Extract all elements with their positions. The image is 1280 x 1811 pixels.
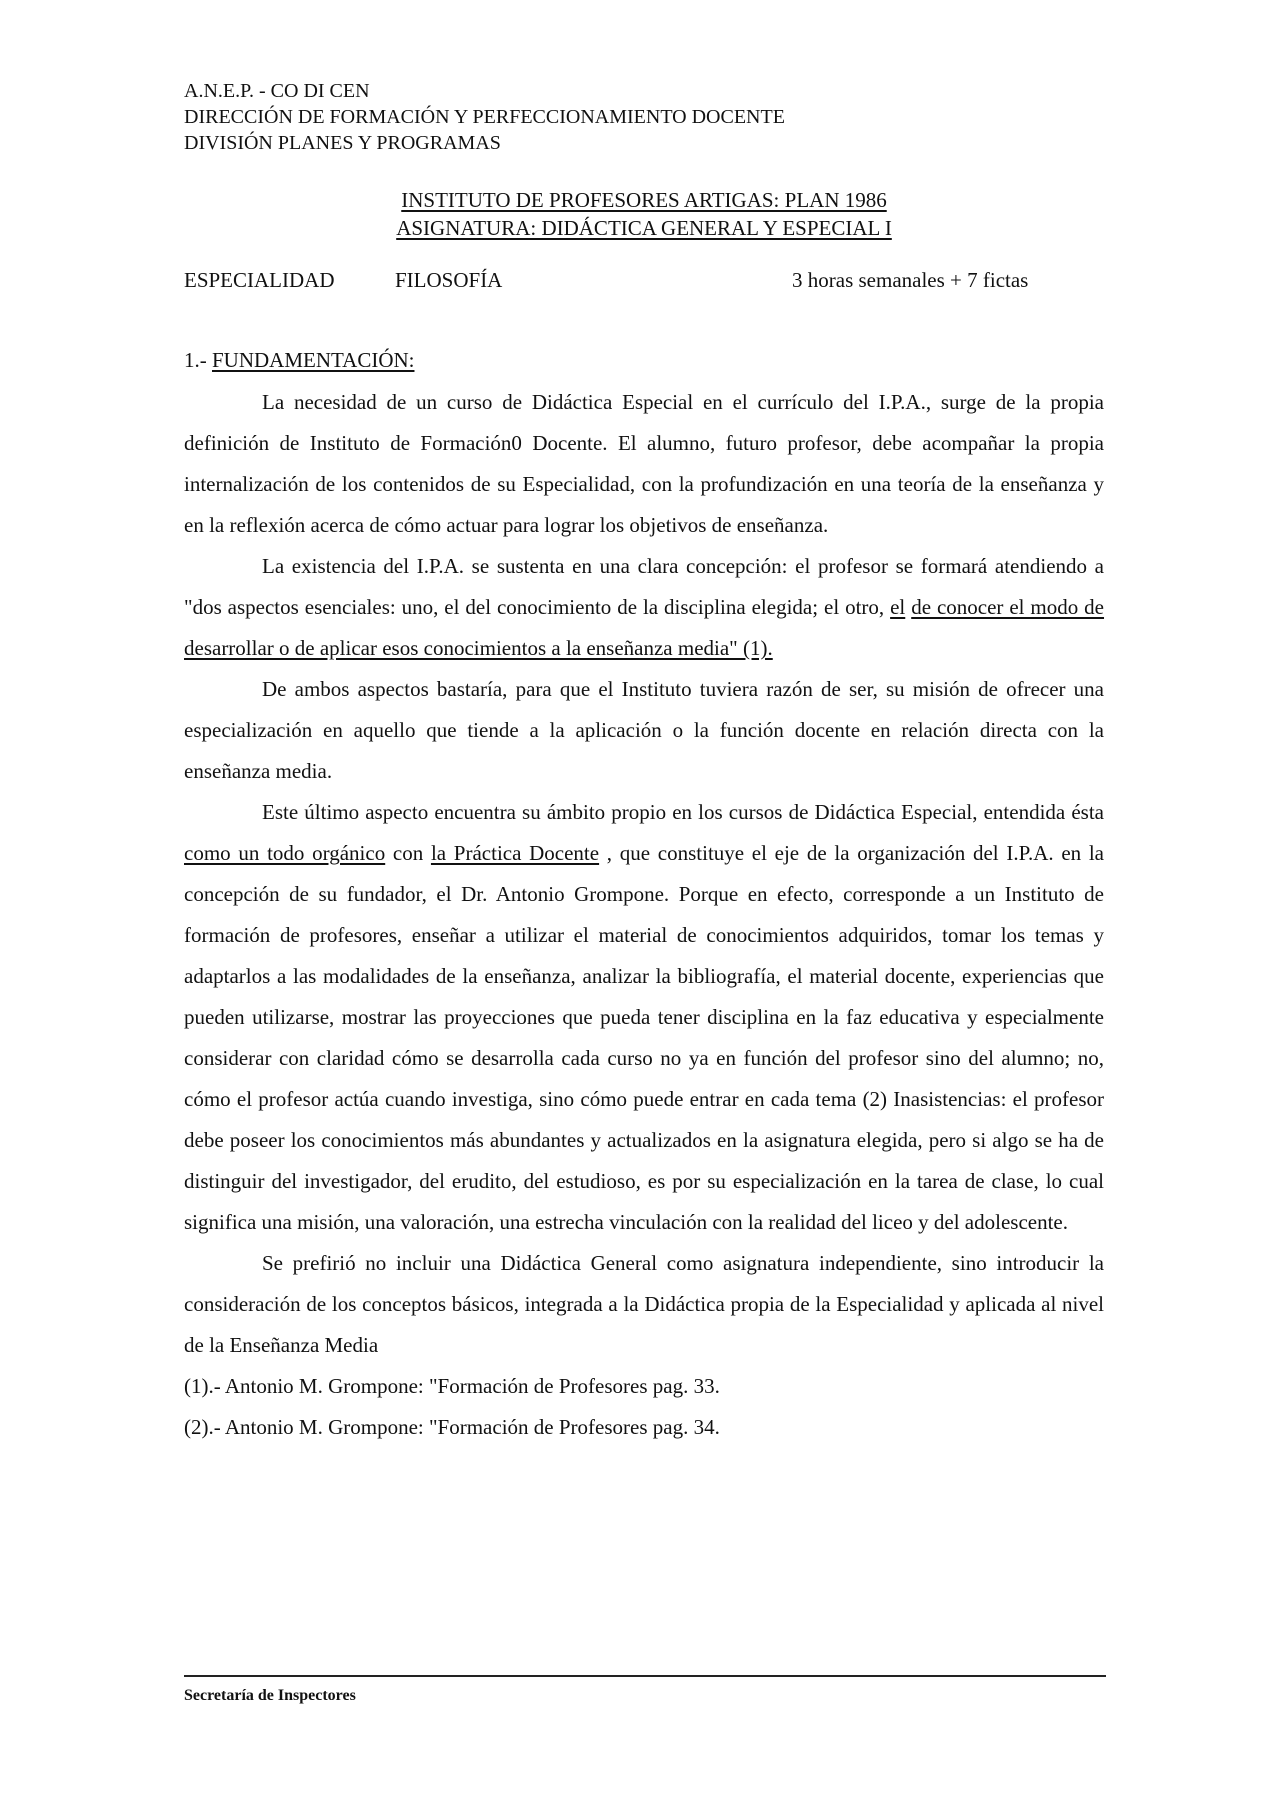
section-number: 1.-: [184, 348, 212, 372]
header-line-direccion: DIRECCIÓN DE FORMACIÓN Y PERFECCIONAMIENTO DOCENTE: [184, 106, 785, 128]
underlined-quote: de conocer el modo de desarrollar o de aplicar esos conocimientos a la enseñanza media" (1).: [184, 595, 1105, 660]
weekly-hours: 3 horas semanales + 7 fictas: [792, 268, 1029, 292]
header-line-anep: A.N.E.P. - CO DI CEN: [184, 80, 370, 102]
reference-1: (1).- Antonio M. Grompone: "Formación de Profesores pag. 33.: [184, 1374, 720, 1398]
paragraph-4-rest: , que constituye el eje de la organización del I.P.A. en la concepción de su fundador, el Dr. Antonio Grompone. Porque en efecto, corresponde a un Instituto de formación de profesores, enseñar a utilizar el material de conocimientos adquiridos, tomar los temas y adaptarlos a las modalidades de la enseñanza, analizar la bibliografía, el material docente, experiencias que pueden utilizarse, mostrar las proyecciones que pueda tener disciplina en la faz educativa y especialmente considerar con claridad cómo se desarrolla cada curso no ya en función del profesor sino del alumno; no, cómo el profesor actúa cuando investiga, sino cómo puede entrar en cada tema (2) Inasistencias: el profesor debe poseer los conocimientos más abundantes y actualizados en la asignatura elegida, pero si algo se ha de distinguir del investigador, del erudito, del estudioso, es por su especialización en la tarea de clase, lo cual significa una misión, una valoración, una estrecha vinculación con la realidad del liceo y del adolescente.: [184, 841, 1104, 1234]
subject-title: ASIGNATURA: DIDÁCTICA GENERAL Y ESPECIAL I: [396, 216, 892, 240]
footer-divider: [184, 1675, 1106, 1677]
document-title-block: [184, 186, 1104, 242]
underlined-practica-docente: la Práctica Docente: [430, 841, 600, 865]
specialty-label: ESPECIALIDAD: [184, 268, 335, 292]
underlined-todo-organico: como un todo orgánico: [184, 841, 386, 865]
section-title: FUNDAMENTACIÓN:: [212, 348, 415, 372]
header-line-division: DIVISIÓN PLANES Y PROGRAMAS: [184, 132, 501, 154]
reference-2: (2).- Antonio M. Grompone: "Formación de Profesores pag. 34.: [184, 1415, 720, 1439]
footer-text: Secretaría de Inspectores: [184, 1687, 356, 1704]
institute-title: INSTITUTO DE PROFESORES ARTIGAS: PLAN 1986: [401, 188, 887, 212]
paragraph-4-con: con: [385, 841, 431, 865]
institution-header: [184, 78, 785, 156]
paragraph-1: La necesidad de un curso de Didáctica Especial en el currículo del I.P.A., surge de la propia definición de Instituto de Formación0 Docente. El alumno, futuro profesor, debe acompañar la propia internalización de los contenidos de su Especialidad, con la profundización en una teoría de la enseñanza y en la reflexión acerca de cómo actuar para lograr los objetivos de enseñanza.: [184, 390, 1104, 537]
paragraph-4-lead: Este último aspecto encuentra su ámbito propio en los cursos de Didáctica Especial, entendida ésta: [262, 800, 1104, 824]
paragraph-2: [184, 546, 1104, 669]
paragraph-4: [184, 792, 1104, 1243]
specialty-value: FILOSOFÍA: [395, 268, 503, 292]
paragraph-5: Se prefirió no incluir una Didáctica General como asignatura independiente, sino introducir la consideración de los conceptos básicos, integrada a la Didáctica propia de la Especialidad y aplicada al nivel de la Enseñanza Media: [184, 1251, 1104, 1357]
paragraph-3: De ambos aspectos bastaría, para que el Instituto tuviera razón de ser, su misión de ofrecer una especialización en aquello que tiende a la aplicación o la función docente en relación directa con la enseñanza media.: [184, 677, 1104, 783]
underlined-el: el: [890, 595, 906, 619]
document-body: [184, 382, 1104, 1448]
paragraph-2-text: La existencia del I.P.A. se sustenta en una clara concepción: el profesor se formará atendiendo a "dos aspectos esenciales: uno, el del conocimiento de la disciplina elegida; el otro,: [184, 554, 1104, 619]
section-heading: [184, 348, 414, 373]
